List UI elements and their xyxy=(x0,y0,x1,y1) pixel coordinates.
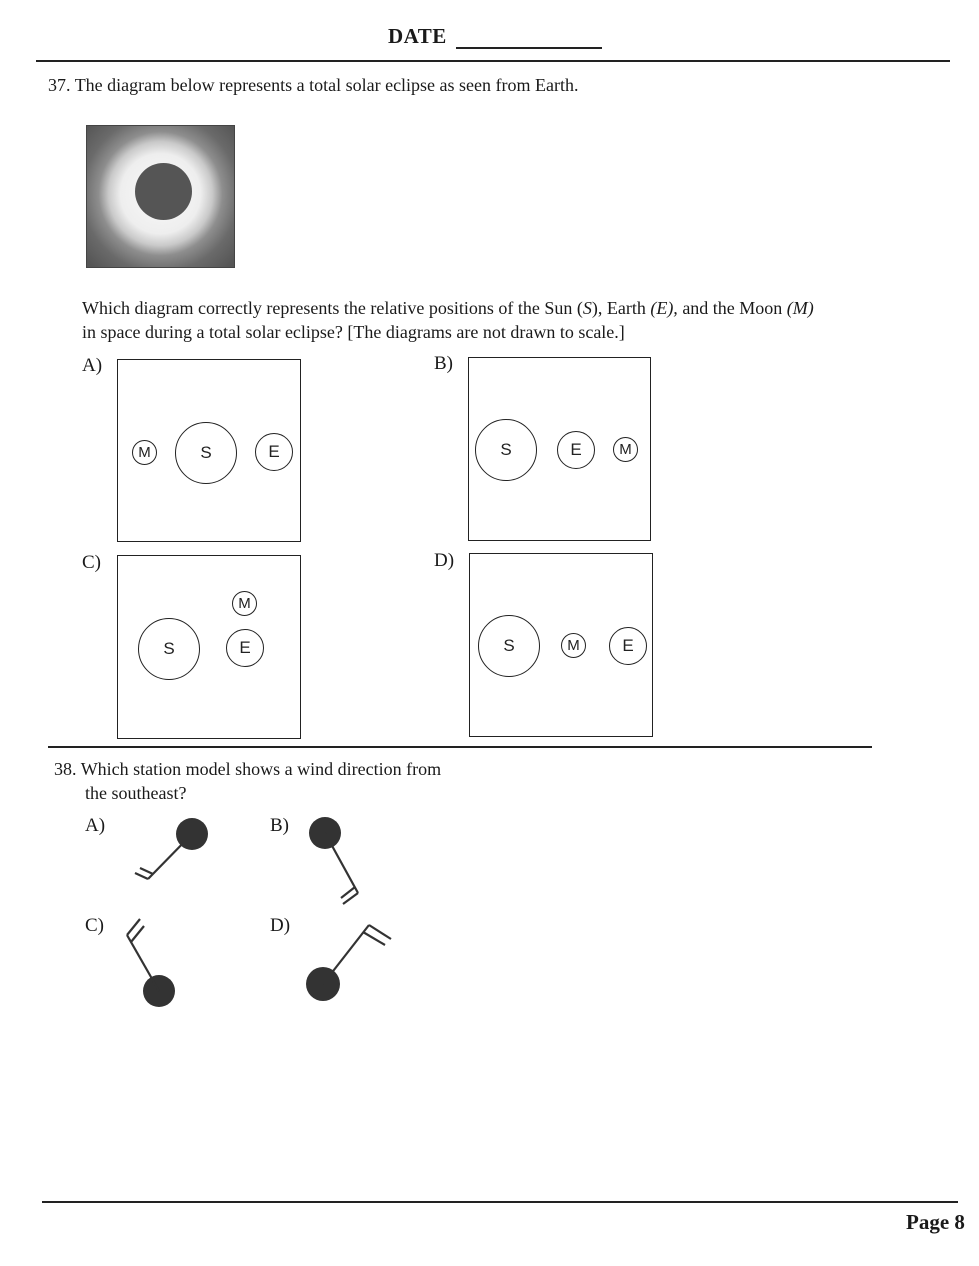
question-37-moon-symbol: (M) xyxy=(786,298,814,318)
sun-circle: S xyxy=(478,615,540,677)
moon-circle: M xyxy=(613,437,638,462)
sun-circle: S xyxy=(475,419,537,481)
option-c-label[interactable]: C) xyxy=(82,552,101,573)
question-37-text-b: ), Earth xyxy=(591,298,651,318)
footer-divider xyxy=(42,1201,958,1203)
question-37-prompt xyxy=(48,73,579,97)
question-38-text: Which station model shows a wind direction from xyxy=(80,759,442,779)
q38-option-a-label[interactable]: A) xyxy=(85,815,106,836)
station-model-southwest-icon[interactable] xyxy=(120,805,230,900)
moon-circle: M xyxy=(232,591,257,616)
station-model-northwest-icon[interactable] xyxy=(110,905,220,1015)
option-b-diagram[interactable] xyxy=(468,357,651,541)
moon-circle: M xyxy=(132,440,157,465)
question-37-line2: in space during a total solar eclipse? [The diagrams are not drawn to scale.] xyxy=(82,322,625,342)
question-37-prompt-text: The diagram below represents a total solar eclipse as seen from Earth. xyxy=(74,75,579,95)
eclipse-moon-disk xyxy=(135,163,192,220)
moon-circle: M xyxy=(561,633,586,658)
option-c-diagram[interactable] xyxy=(117,555,301,739)
question-37-earth-symbol: (E), xyxy=(650,298,678,318)
q38-option-d-label[interactable]: D) xyxy=(270,915,291,936)
question-38-line1 xyxy=(54,757,441,781)
sun-circle: S xyxy=(175,422,237,484)
option-d-label[interactable]: D) xyxy=(434,550,455,571)
option-a-label[interactable]: A) xyxy=(82,355,103,376)
earth-circle: E xyxy=(557,431,595,469)
question-37-text-a: Which diagram correctly represents the relative positions of the Sun ( xyxy=(82,298,583,318)
question-37-number: 37. xyxy=(48,75,71,95)
earth-circle: E xyxy=(609,627,647,665)
station-model-southeast-icon[interactable] xyxy=(295,805,405,915)
question-divider xyxy=(48,746,872,748)
question-37-sun-symbol: S xyxy=(582,298,592,318)
option-a-diagram[interactable] xyxy=(117,359,301,542)
earth-circle: E xyxy=(255,433,293,471)
option-d-diagram[interactable] xyxy=(469,553,653,737)
earth-circle: E xyxy=(226,629,264,667)
header-divider xyxy=(36,60,950,62)
page-number: Page 8 xyxy=(906,1210,965,1234)
date-label: DATE xyxy=(388,24,447,48)
question-37-text-c: and the Moon xyxy=(677,298,787,318)
q38-option-c-label[interactable]: C) xyxy=(85,915,104,936)
question-38-number: 38. xyxy=(54,759,77,779)
date-blank-line xyxy=(456,47,602,49)
option-b-label[interactable]: B) xyxy=(434,353,453,374)
station-model-northeast-icon[interactable] xyxy=(295,905,405,1015)
solar-eclipse-image xyxy=(86,125,235,268)
question-37-line1 xyxy=(82,296,814,320)
q38-option-b-label[interactable]: B) xyxy=(270,815,289,836)
sun-circle: S xyxy=(138,618,200,680)
question-38-line2: the southeast? xyxy=(85,783,187,803)
